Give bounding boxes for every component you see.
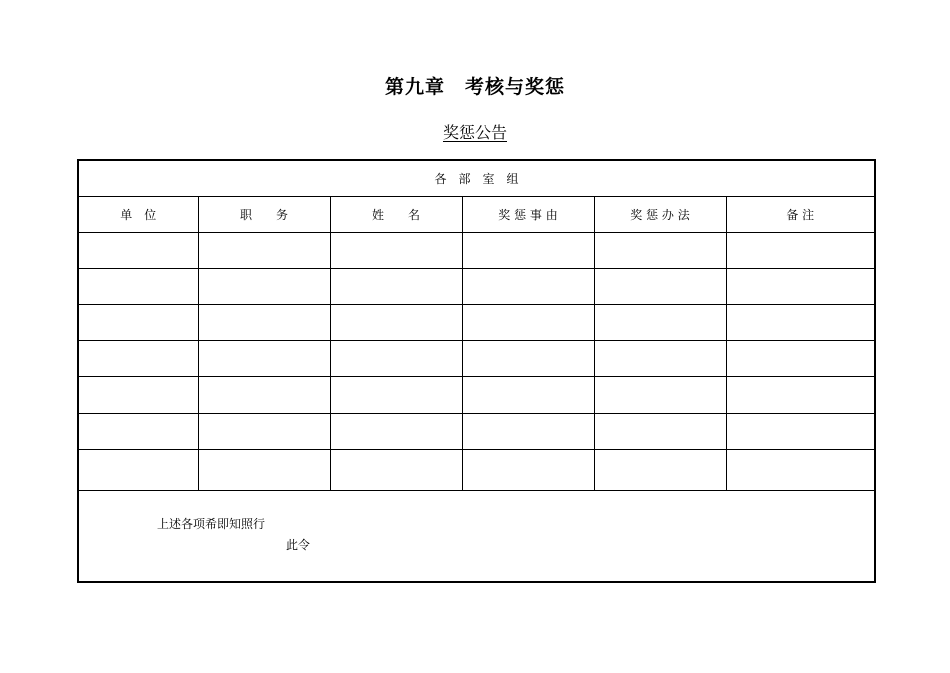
- notice-row: [78, 490, 875, 582]
- table-cell[interactable]: [198, 305, 330, 341]
- chapter-title: 第九章 考核与奖惩: [384, 76, 565, 98]
- department-header-cell: 各 部 室 组: [78, 160, 875, 197]
- table-cell[interactable]: [726, 377, 875, 413]
- table-row: [78, 341, 875, 377]
- column-header-measure: 奖 惩 办 法: [594, 197, 726, 233]
- table-cell[interactable]: [330, 449, 462, 490]
- table-cell[interactable]: [330, 269, 462, 305]
- table-cell[interactable]: [462, 233, 594, 269]
- table-cell[interactable]: [594, 269, 726, 305]
- table-cell[interactable]: [198, 413, 330, 449]
- table-cell[interactable]: [330, 341, 462, 377]
- table-row: [78, 305, 875, 341]
- reward-punishment-form-table: [77, 159, 876, 583]
- table-cell[interactable]: [462, 269, 594, 305]
- table-cell[interactable]: [726, 449, 875, 490]
- table-cell[interactable]: [198, 233, 330, 269]
- table-cell[interactable]: [198, 341, 330, 377]
- column-header-reason: 奖 惩 事 由: [462, 197, 594, 233]
- table-cell[interactable]: [462, 449, 594, 490]
- table-row: [78, 449, 875, 490]
- table-cell[interactable]: [78, 233, 198, 269]
- table-cell[interactable]: [726, 413, 875, 449]
- table-cell[interactable]: [726, 305, 875, 341]
- table-cell[interactable]: [198, 377, 330, 413]
- table-cell[interactable]: [462, 305, 594, 341]
- table-cell[interactable]: [78, 341, 198, 377]
- table-cell[interactable]: [78, 377, 198, 413]
- table-cell[interactable]: [594, 413, 726, 449]
- table-cell[interactable]: [594, 449, 726, 490]
- table-cell[interactable]: [330, 305, 462, 341]
- table-cell[interactable]: [78, 413, 198, 449]
- table-cell[interactable]: [594, 305, 726, 341]
- table-row: [78, 413, 875, 449]
- table-cell[interactable]: [330, 233, 462, 269]
- table-cell[interactable]: [330, 377, 462, 413]
- notice-cell: [78, 490, 875, 582]
- table-cell[interactable]: [462, 377, 594, 413]
- table-cell[interactable]: [78, 449, 198, 490]
- table-row: [78, 269, 875, 305]
- table-cell[interactable]: [330, 413, 462, 449]
- form-title: 奖惩公告: [442, 123, 507, 142]
- column-header-position: 职 务: [198, 197, 330, 233]
- table-cell[interactable]: [726, 269, 875, 305]
- table-row: [78, 233, 875, 269]
- column-header-remarks: 备 注: [726, 197, 875, 233]
- table-cell[interactable]: [198, 449, 330, 490]
- table-row: [78, 377, 875, 413]
- column-header-unit: 单 位: [78, 197, 198, 233]
- table-cell[interactable]: [462, 341, 594, 377]
- table-cell[interactable]: [78, 305, 198, 341]
- column-header-name: 姓 名: [330, 197, 462, 233]
- table-cell[interactable]: [726, 341, 875, 377]
- department-header-row: [78, 160, 875, 197]
- table-cell[interactable]: [726, 233, 875, 269]
- table-cell[interactable]: [594, 341, 726, 377]
- column-header-row: [78, 197, 875, 233]
- table-cell[interactable]: [462, 413, 594, 449]
- notice-closing: 此令: [286, 537, 311, 552]
- table-cell[interactable]: [594, 377, 726, 413]
- table-cell[interactable]: [594, 233, 726, 269]
- table-cell[interactable]: [78, 269, 198, 305]
- table-cell[interactable]: [198, 269, 330, 305]
- notice-text: 上述各项希即知照行: [157, 516, 266, 531]
